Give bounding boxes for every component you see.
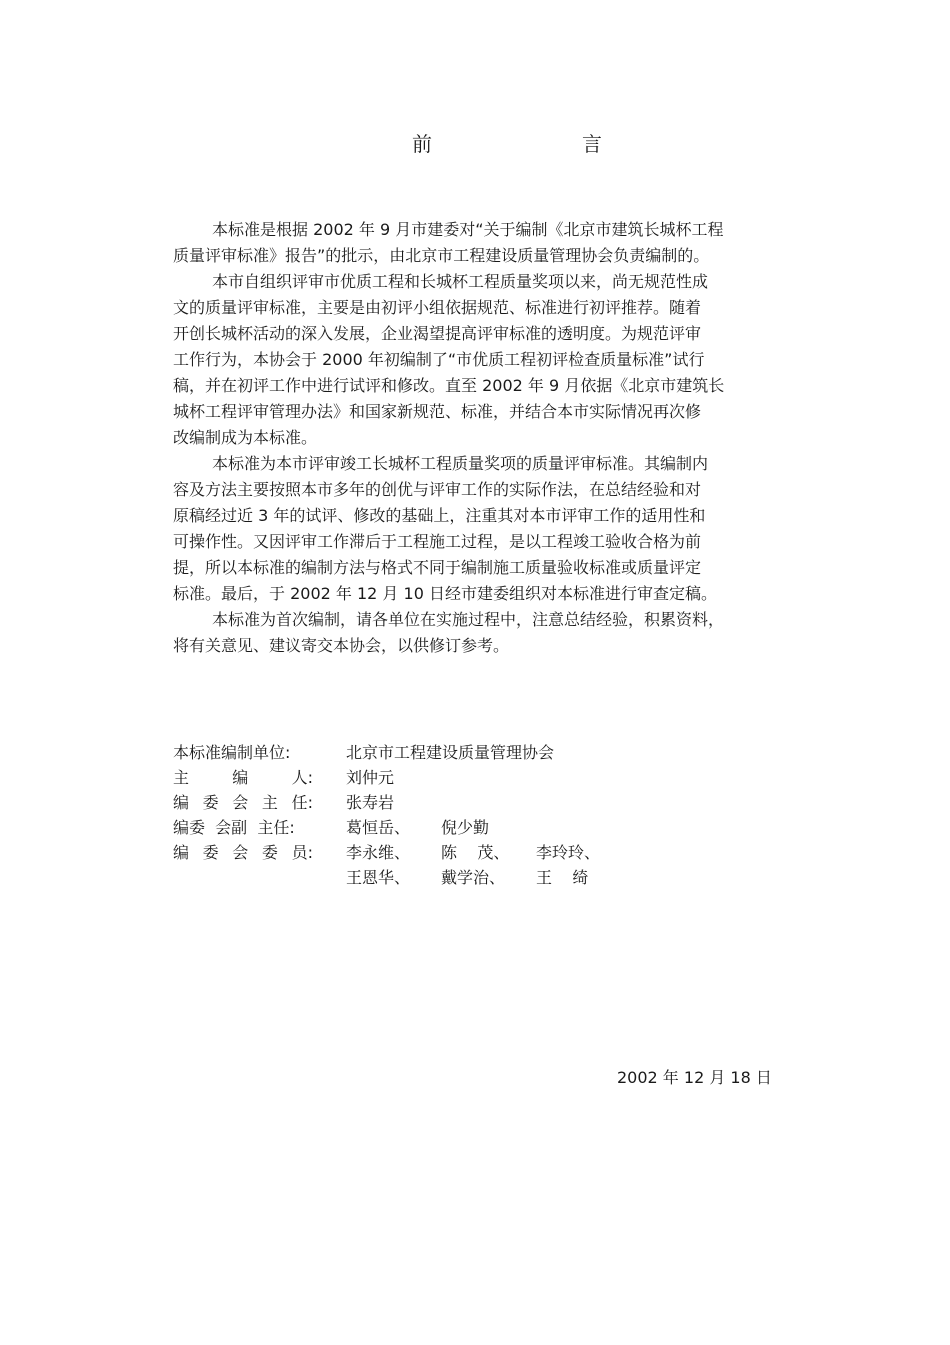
document-date: 2002 年 12 月 18 日 <box>617 1068 772 1087</box>
vice-name: 葛恒岳、 <box>346 818 411 837</box>
unit-label: 本标准编制单位: <box>173 743 291 762</box>
label-char: 编 <box>173 843 190 862</box>
label-char: 委 <box>202 843 219 862</box>
paragraph-line: 可操作性。又因评审工作滞后于工程施工过程，是以工程竣工验收合格为前 <box>173 532 702 551</box>
paragraph-line: 本标准为首次编制，请各单位在实施过程中，注意总结经验，积累资料， <box>212 610 725 629</box>
chair-value: 张寿岩 <box>346 793 395 812</box>
member-name: 陈 茂、 <box>441 843 510 862</box>
paragraph-line: 容及方法主要按照本市多年的创优与评审工作的实际作法，在总结经验和对 <box>173 480 702 499</box>
paragraph-line: 城杯工程评审管理办法》和国家新规范、标准，并结合本市实际情况再次修 <box>173 402 702 421</box>
paragraph-line: 本市自组织评审市优质工程和长城杯工程质量奖项以来，尚无规范性成 <box>212 272 709 291</box>
label-char: 人: <box>291 768 313 787</box>
paragraph-2 <box>173 269 813 451</box>
paragraph-line: 提，所以本标准的编制方法与格式不同于编制施工质量验收标准或质量评定 <box>173 558 702 577</box>
paragraph-1 <box>173 217 813 269</box>
member-name: 戴学治、 <box>441 868 506 887</box>
label-char: 编 <box>232 768 249 787</box>
label-char: 会 <box>232 843 249 862</box>
editor-label <box>173 765 313 790</box>
vice-label: 编委 会副 主任: <box>173 818 295 837</box>
title-char-1: 前 <box>412 132 432 156</box>
paragraph-line: 本标准是根据 2002 年 9 月市建委对“关于编制《北京市建筑长城杯工程 <box>212 220 724 239</box>
members-label <box>173 840 313 865</box>
paragraph-line: 文的质量评审标准，主要是由初评小组依据规范、标准进行初评推荐。随着 <box>173 298 702 317</box>
paragraph-line: 标准。最后，于 2002 年 12 月 10 日经市建委组织对本标准进行审查定稿。 <box>173 584 717 603</box>
member-name: 王恩华、 <box>346 868 411 887</box>
preface-title <box>0 128 950 158</box>
paragraph-line: 质量评审标准》报告”的批示，由北京市工程建设质量管理协会负责编制的。 <box>173 246 710 265</box>
member-name: 李玲玲、 <box>536 843 601 862</box>
paragraph-line: 改编制成为本标准。 <box>173 428 318 447</box>
staff-row-members-2 <box>173 865 793 890</box>
label-char: 任: <box>291 793 313 812</box>
member-name: 李永维、 <box>346 843 411 862</box>
label-char: 主 <box>173 768 190 787</box>
paragraph-line: 工作行为，本协会于 2000 年初编制了“市优质工程初评检查质量标准”试行 <box>173 350 705 369</box>
paragraph-4 <box>173 607 813 659</box>
member-name: 王 绮 <box>536 868 589 887</box>
paragraph-line: 将有关意见、建议寄交本协会，以供修订参考。 <box>173 636 510 655</box>
editorial-staff <box>173 740 793 890</box>
title-char-2: 言 <box>582 132 602 156</box>
label-char: 编 <box>173 793 190 812</box>
preface-body <box>173 217 813 659</box>
label-char: 委 <box>261 843 278 862</box>
vice-name: 倪少勤 <box>441 818 490 837</box>
label-char: 员: <box>291 843 313 862</box>
label-char: 主 <box>261 793 278 812</box>
label-char: 委 <box>202 793 219 812</box>
staff-row-unit <box>173 740 793 765</box>
label-char: 会 <box>232 793 249 812</box>
paragraph-3 <box>173 451 813 607</box>
paragraph-line: 稿，并在初评工作中进行试评和修改。直至 2002 年 9 月依据《北京市建筑长 <box>173 376 725 395</box>
unit-value: 北京市工程建设质量管理协会 <box>346 743 555 762</box>
staff-row-editor <box>173 765 793 790</box>
chair-label <box>173 790 313 815</box>
staff-row-chair <box>173 790 793 815</box>
editor-value: 刘仲元 <box>346 768 395 787</box>
paragraph-line: 原稿经过近 3 年的试评、修改的基础上，注重其对本市评审工作的适用性和 <box>173 506 706 525</box>
paragraph-line: 开创长城杯活动的深入发展，企业渴望提高评审标准的透明度。为规范评审 <box>173 324 702 343</box>
staff-row-vice <box>173 815 793 840</box>
staff-row-members <box>173 840 793 865</box>
paragraph-line: 本标准为本市评审竣工长城杯工程质量奖项的质量评审标准。其编制内 <box>212 454 709 473</box>
